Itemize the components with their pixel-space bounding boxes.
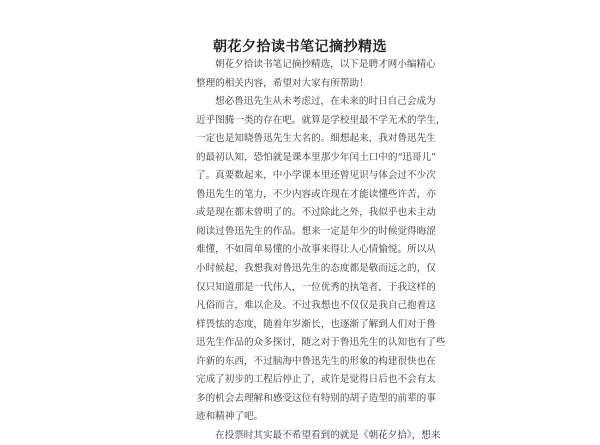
body-line: 许新的东西，不过脑海中鲁迅先生的形象的构建很快也在 [196,355,436,367]
body-line: 朝花夕拾读书笔记摘抄精选，以下是聘才网小编精心 [215,59,436,70]
body-line: 样畏怯的态度，随着年岁渐长，也逐渐了解到人们对于鲁 [196,318,436,330]
body-line: 凡俗而言，难以企及。不过我想也不仅仅是我自己抱着这 [196,300,436,312]
body-line: 迹和精神了吧。 [196,411,264,423]
body-line: 阅读过鲁迅先生的作品。想来一定是年少的时候觉得晦涩 [196,225,436,237]
body-line: 迅先生作品的众多探讨，随之对于鲁迅先生的认知也有了些 [196,337,446,349]
body-line: 仅只知道那是一代伟人，一位优秀的执笔者，于我这样的 [196,281,436,293]
body-line: 鲁迅先生的笔力，不少内容或许现在才能读懂些许苦，亦 [196,188,436,200]
body-line: 完成了初步的工程后停止了，或许是觉得日后也不会有太 [196,374,436,386]
body-line: 近乎图腾一类的存在吧。就算是学校里最不学无术的学生， [196,114,446,126]
body-line: 的最初认知，恐怕就是课本里那少年闰土口中的“迅哥儿” [196,151,437,163]
body-line: 难懂，不如简单易懂的小故事来得让人心情愉悦。所以从 [196,244,436,256]
body-line: 想必鲁迅先生从未考虑过，在未来的时日自己会成为 [215,96,436,108]
body-line: 多的机会去理解和感受这位有特别的胡子造型的前辈的事 [196,392,436,404]
body-line: 一定也是知晓鲁迅先生大名的。细想起来，我对鲁迅先生 [196,133,436,145]
document-body [196,56,446,445]
document-title: 朝花夕拾读书笔记摘抄精选 [213,39,387,55]
body-line: 整理的相关内容，希望对大家有所帮助！ [196,77,369,89]
body-line: 或是现在都未曾明了的。不过除此之外，我似乎也未主动 [196,207,436,219]
body-line: 小时候起，我想我对鲁迅先生的态度都是敬而远之的，仅 [196,263,436,275]
body-line: 在投票时其实最不希望看到的就是《朝花夕拾》，想来 [215,429,441,441]
body-line: 了。真要数起来，中小学课本里还曾见识与体会过不少次 [196,170,436,182]
